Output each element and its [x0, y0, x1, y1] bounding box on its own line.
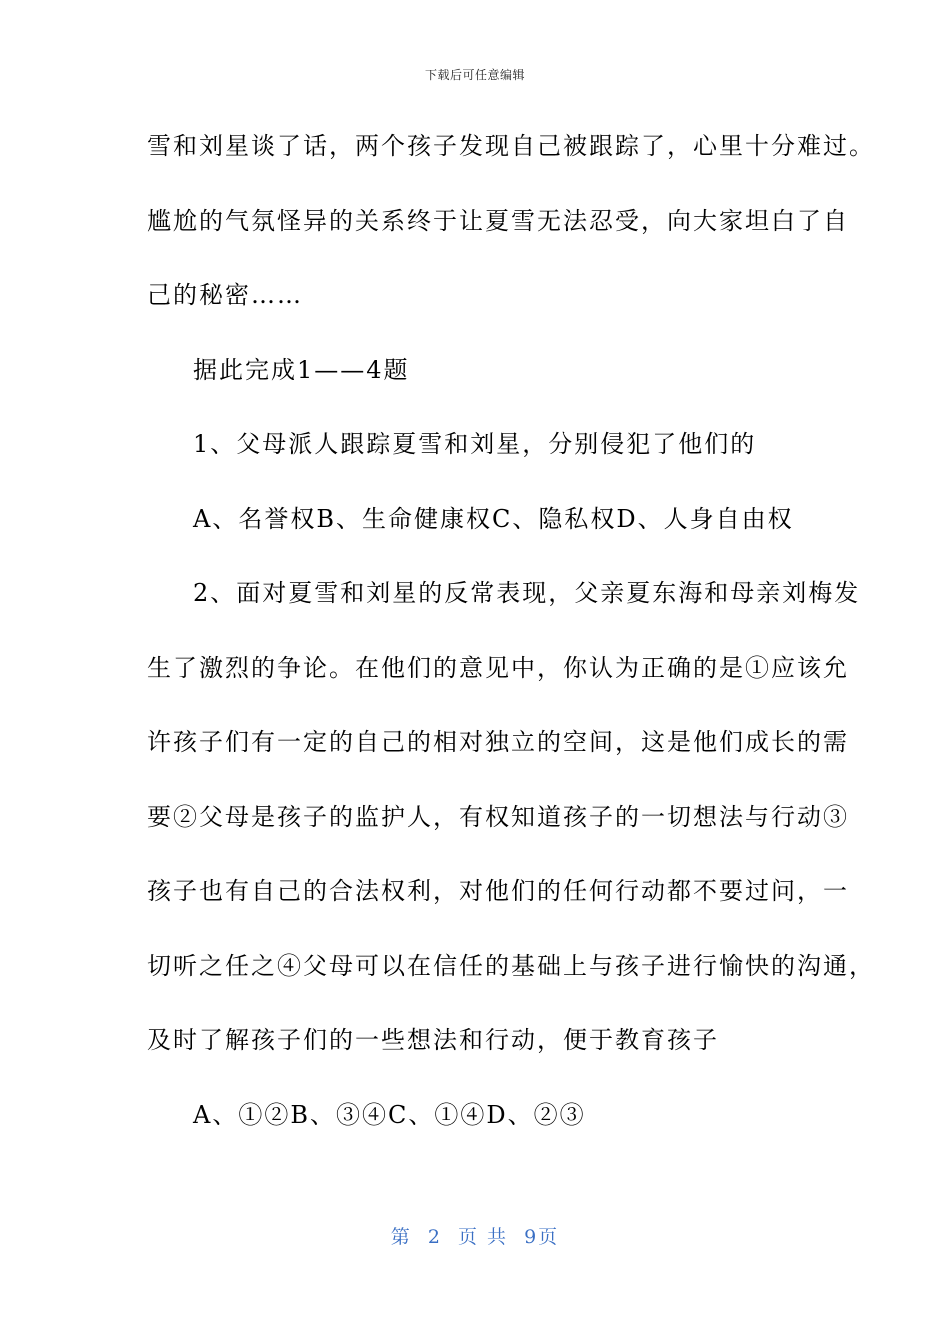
question-2: 2、面对夏雪和刘星的反常表现，父亲夏东海和母亲刘梅发 — [193, 579, 861, 607]
text-line: 孩子也有自己的合法权利，对他们的任何行动都不要过问，一 — [147, 877, 849, 905]
question-2-options: A、①②B、③④C、①④D、②③ — [193, 1100, 586, 1129]
text-line: 及时了解孩子们的一些想法和行动，便于教育孩子 — [147, 1026, 719, 1054]
text-line: 生了激烈的争论。在他们的意见中，你认为正确的是①应该允 — [147, 653, 849, 682]
document-body — [147, 120, 875, 1163]
page-label-mid: 页 共 — [458, 1226, 509, 1248]
current-page-number: 2 — [427, 1226, 442, 1248]
question-1: 1、父母派人跟踪夏雪和刘星，分别侵犯了他们的 — [193, 430, 757, 458]
page-header: 下载后可任意编辑 — [424, 68, 525, 82]
text-line: 尴尬的气氛怪异的关系终于让夏雪无法忍受，向大家坦白了自 — [147, 206, 849, 235]
question-1-options: A、名誉权B、生命健康权C、隐私权D、人身自由权 — [193, 504, 794, 533]
text-line: 切听之任之④父母可以在信任的基础上与孩子进行愉快的沟通， — [147, 951, 875, 980]
page-label-prefix: 第 — [390, 1226, 412, 1248]
page-footer — [0, 1222, 950, 1249]
total-pages: 9页 — [524, 1226, 560, 1248]
text-line: 要②父母是孩子的监护人，有权知道孩子的一切想法与行动③ — [147, 802, 849, 831]
text-line: 许孩子们有一定的自己的相对独立的空间，这是他们成长的需 — [147, 728, 849, 756]
text-line: 己的秘密…… — [147, 281, 303, 309]
text-line: 雪和刘星谈了话，两个孩子发现自己被跟踪了，心里十分难过。 — [147, 132, 875, 160]
section-instruction: 据此完成1——4题 — [193, 355, 410, 384]
